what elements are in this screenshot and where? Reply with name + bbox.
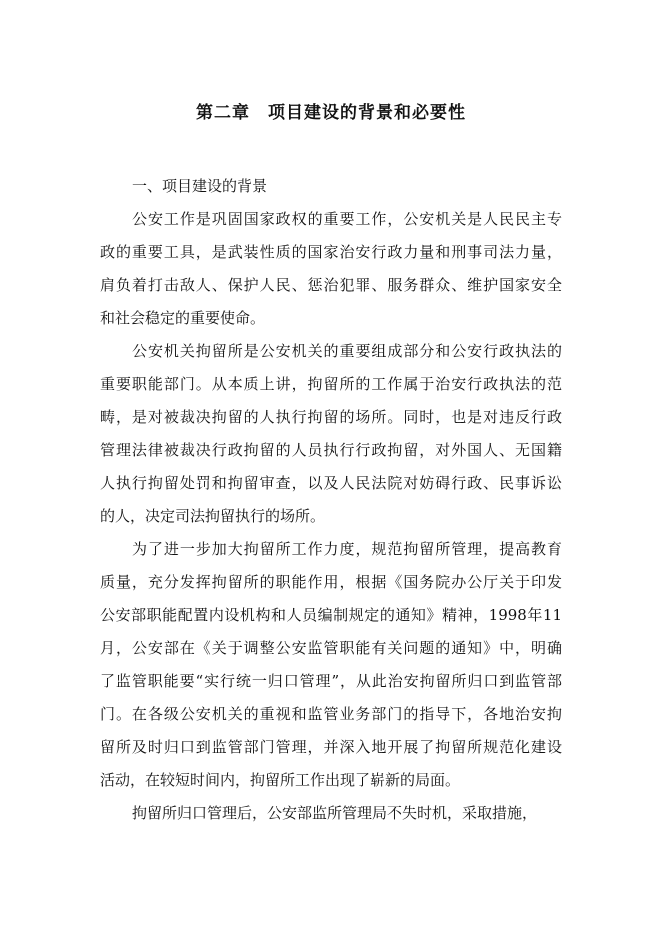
paragraph <box>100 335 562 533</box>
paragraph-line: 公安工作是巩固国家政权的重要工作，公安机关是人民民主专 <box>132 210 562 228</box>
paragraph-line: 活动，在较短时间内，拘留所工作出现了崭新的局面。 <box>100 771 461 789</box>
paragraph-line: 质量，充分发挥拘留所的职能作用，根据《国务院办公厅关于印发 <box>100 573 562 591</box>
paragraph-line: 重要职能部门。从本质上讲，拘留所的工作属于治安行政执法的范 <box>100 375 562 393</box>
paragraph-list <box>100 203 562 830</box>
paragraph-line: 人执行拘留处罚和拘留审查，以及人民法院对妨碍行政、民事诉讼 <box>100 474 562 492</box>
paragraph <box>100 533 562 797</box>
section-heading: 一、项目建设的背景 <box>132 177 268 195</box>
chapter-title: 第二章 项目建设的背景和必要性 <box>196 103 466 123</box>
paragraph-line: 的人，决定司法拘留执行的场所。 <box>100 507 326 525</box>
paragraph-line: 月，公安部在《关于调整公安监管职能有关问题的通知》中，明确 <box>100 639 562 657</box>
paragraph-line: 拘留所归口管理后，公安部监所管理局不失时机，采取措施， <box>132 804 538 822</box>
paragraph <box>100 797 562 830</box>
paragraph-line: 门。在各级公安机关的重视和监管业务部门的指导下，各地治安拘 <box>100 705 562 723</box>
paragraph-line: 畴，是对被裁决拘留的人执行拘留的场所。同时，也是对违反行政 <box>100 408 562 426</box>
paragraph-line: 管理法律被裁决行政拘留的人员执行行政拘留，对外国人、无国籍 <box>100 441 562 459</box>
paragraph-line: 和社会稳定的重要使命。 <box>100 309 266 327</box>
paragraph <box>100 203 562 335</box>
paragraph-line: 肩负着打击敌人、保护人民、惩治犯罪、服务群众、维护国家安全 <box>100 276 562 294</box>
document-body <box>100 170 562 830</box>
paragraph-line: 公安部职能配置内设机构和人员编制规定的通知》精神，1998年11 <box>100 606 562 624</box>
paragraph-line: 公安机关拘留所是公安机关的重要组成部分和公安行政执法的 <box>132 342 562 360</box>
paragraph-line: 留所及时归口到监管部门管理，并深入地开展了拘留所规范化建设 <box>100 738 562 756</box>
paragraph-line: 政的重要工具，是武装性质的国家治安行政力量和刑事司法力量， <box>100 243 562 261</box>
paragraph-line: 了监管职能要“实行统一归口管理”，从此治安拘留所归口到监管部 <box>100 672 562 690</box>
paragraph-line: 为了进一步加大拘留所工作力度，规范拘留所管理，提高教育 <box>132 540 562 558</box>
